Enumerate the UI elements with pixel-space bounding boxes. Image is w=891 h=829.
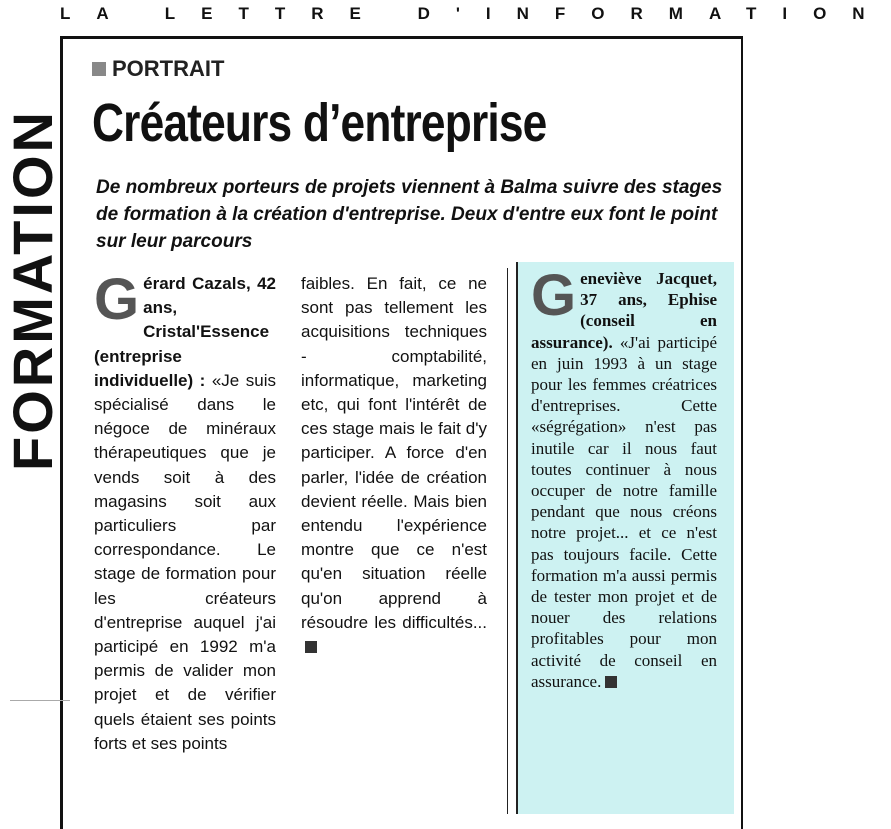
dropcap: G: [94, 267, 140, 332]
article-title: Créateurs d’entreprise: [92, 93, 547, 153]
article2-body: «J'ai participé en juin 1993 à un stage pour les femmes créatrices d'entreprises. Cette «ségrégation» n'est pas inutile car il nous faut toutes continuer à nous occuper de notre famille pendant que nous créons notre projet... et ce n'est pas toujours facile. Cette formation m'a aussi permis de tester mon projet et de nouer des relations profitables pour mon activité de conseil en assurance.: [531, 332, 717, 691]
article1-column1: [94, 267, 276, 756]
article1-lead: érard Cazals, 42 ans, Cristal'Essence (entreprise individuelle) :: [94, 274, 276, 390]
end-mark-icon: [605, 676, 617, 688]
margin-mark: [10, 700, 70, 701]
column-rule: [507, 268, 508, 814]
masthead: LA LETTRE D'INFORMATION: [60, 4, 891, 23]
square-bullet-icon: [92, 62, 106, 76]
article2-lead: eneviève Jacquet, 37 ans, Ephise (conseil en assurance).: [531, 269, 717, 352]
article-standfirst: De nombreux porteurs de projets viennent à Balma suivre des stages de formation à la création d'entreprise. Deux d'entre eux font le point sur leur parcours: [96, 177, 723, 252]
end-mark-icon: [305, 641, 317, 653]
article1-column2: [301, 272, 487, 659]
article1-body-part2: faibles. En fait, ce ne sont pas tellement les acquisitions techniques - comptabilité, informatique, marketing etc, qui font l'intérêt de ces stage mais le fait d'y participer. A force d'en parler, l'idée de création devient réelle. Mais bien entendu l'expérience montre que ce n'est qu'en situation réelle qu'on apprend à résoudre les difficultés...: [301, 274, 487, 632]
article2-column: [531, 263, 717, 692]
section-kicker: [92, 56, 224, 82]
dropcap: G: [531, 263, 577, 328]
article1-body-part1: «Je suis spécialisé dans le négoce de minéraux thérapeutiques que je vends soit à des magasins soit aux particuliers par correspondance. Le stage de formation pour les créateurs d'entreprise auquel j'ai participé en 1992 m'a permis de valider mon projet et de vérifier quels étaient ses points forts et ses points: [94, 370, 276, 753]
kicker-label: PORTRAIT: [112, 56, 225, 81]
section-vertical-label: FORMATION: [1, 109, 64, 471]
